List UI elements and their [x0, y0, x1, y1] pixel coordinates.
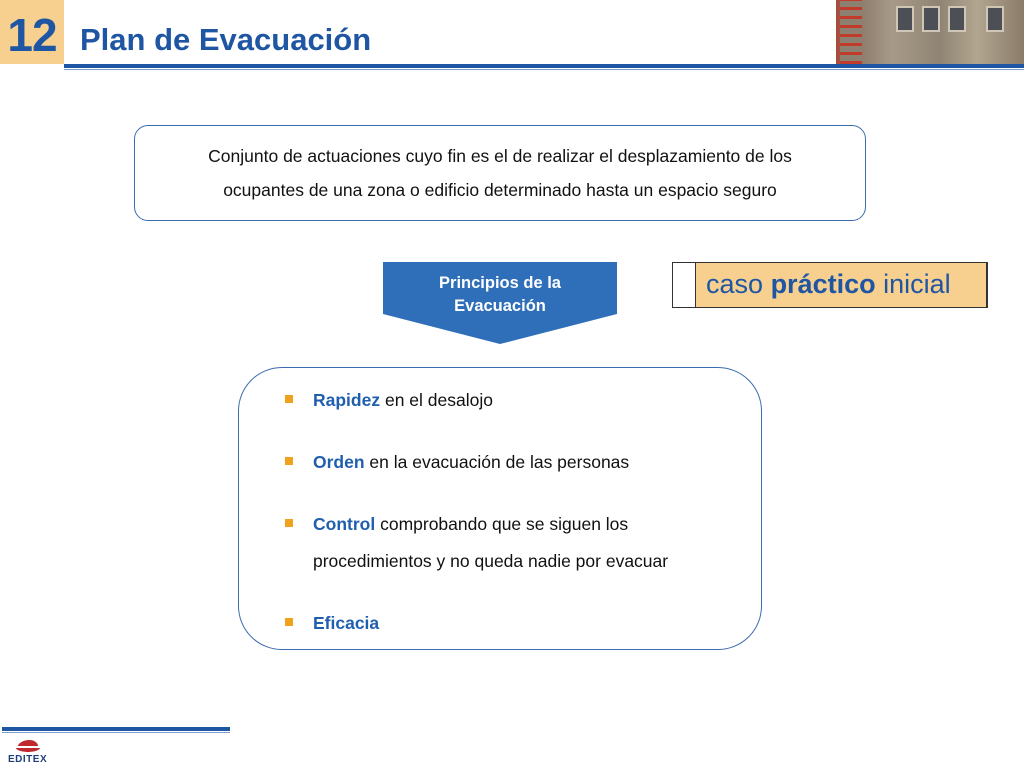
footer-rule-thin [2, 732, 230, 733]
definition-box [134, 125, 866, 221]
principle-detail: comprobando que se siguen los [375, 514, 629, 534]
definition-text [208, 139, 792, 207]
caso-practico-label [706, 269, 951, 300]
header-rule [64, 64, 1024, 68]
caso-word-2: práctico [770, 269, 876, 299]
caso-word-3: inicial [883, 269, 951, 299]
square-bullet-icon [285, 457, 293, 465]
principles-heading-line-1: Principios de la [439, 274, 561, 292]
principle-keyword: Control [313, 514, 376, 534]
page-title: Plan de Evacuación [80, 22, 372, 57]
list-item-text [313, 605, 725, 642]
square-bullet-icon [285, 519, 293, 527]
definition-line-2: ocupantes de una zona o edificio determinado hasta un espacio seguro [223, 180, 777, 200]
window-image [986, 6, 1004, 32]
list-item [285, 605, 725, 642]
window-image [896, 6, 914, 32]
list-item [285, 506, 725, 580]
list-item-text [313, 444, 725, 481]
principle-keyword: Rapidez [313, 390, 381, 410]
header-rule-thin [64, 69, 1024, 70]
caso-word-1: caso [706, 269, 764, 299]
list-item [285, 444, 725, 481]
chapter-number: 12 [0, 0, 64, 64]
caso-practico-link[interactable] [672, 262, 988, 308]
list-item [285, 382, 725, 419]
definition-line-1: Conjunto de actuaciones cuyo fin es el de realizar el desplazamiento de los [208, 146, 792, 166]
square-bullet-icon [285, 395, 293, 403]
principles-box [238, 367, 762, 650]
list-item-text [313, 506, 725, 580]
principles-heading [383, 272, 617, 318]
square-bullet-icon [285, 618, 293, 626]
principles-arrow [383, 262, 617, 344]
editex-logo-text: EDITEX [8, 754, 48, 765]
principle-keyword: Eficacia [313, 613, 380, 633]
principle-detail: en la evacuación de las personas [364, 452, 630, 472]
principle-detail: en el desalojo [380, 390, 493, 410]
window-image [922, 6, 940, 32]
footer-rule [2, 727, 230, 731]
list-item-text [313, 382, 725, 419]
header-photo [836, 0, 1024, 64]
principle-keyword: Orden [313, 452, 365, 472]
principles-heading-line-2: Evacuación [454, 297, 546, 315]
principle-detail-continued: procedimientos y no queda nadie por evacuar [313, 551, 669, 571]
fire-ladder-image [840, 0, 862, 64]
window-image [948, 6, 966, 32]
caso-tab [672, 262, 696, 308]
